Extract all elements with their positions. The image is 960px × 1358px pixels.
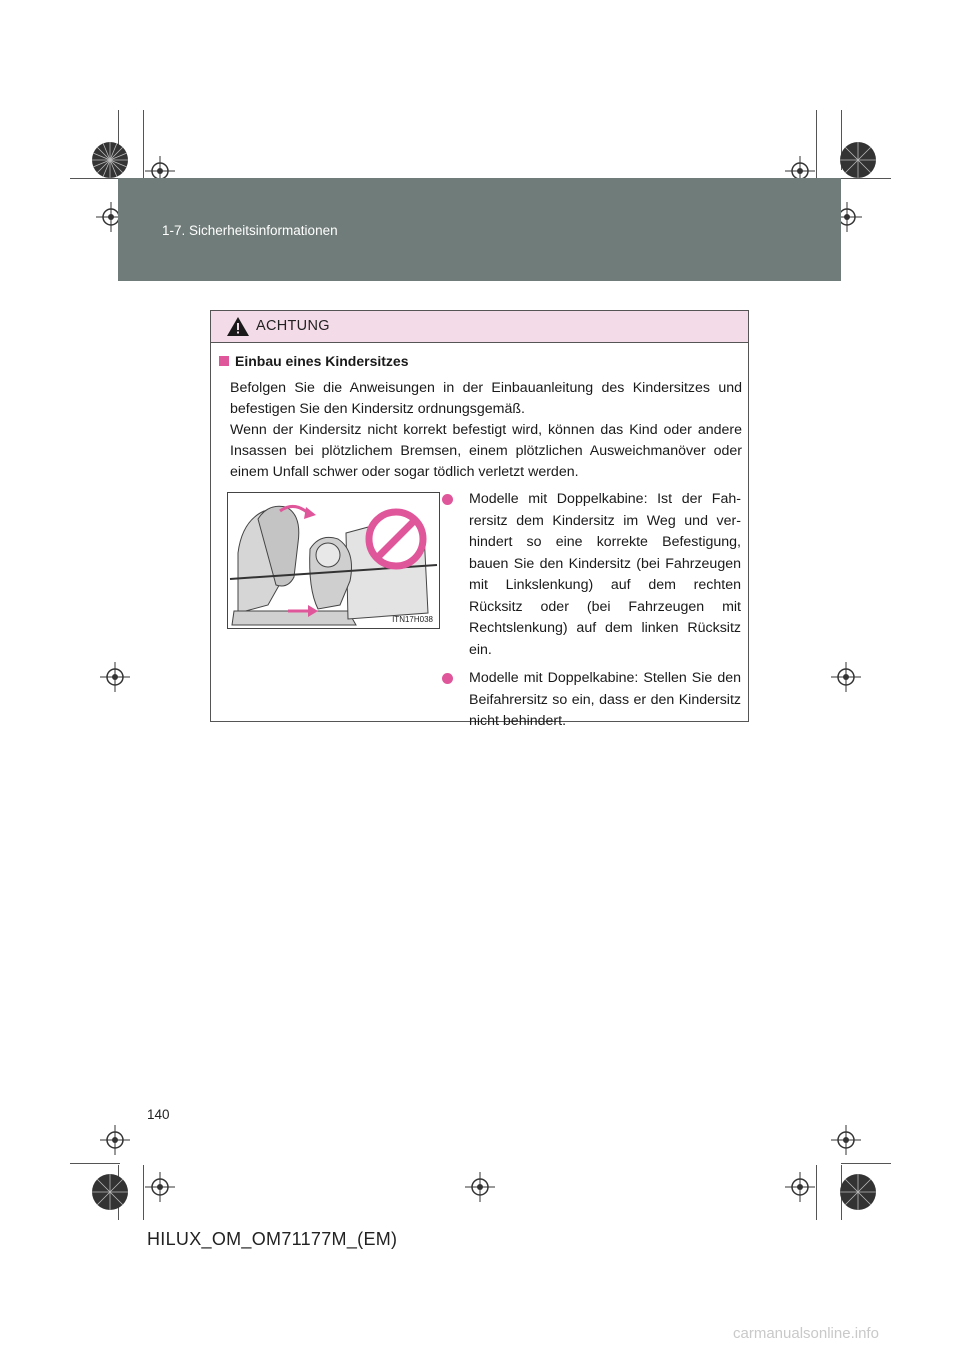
file-stamp: HILUX_OM_OM71177M_(EM).book Page 140 Wednesday, May 16, 2012 1:28 PM bbox=[180, 166, 583, 177]
list-item-text: Modelle mit Doppelkabine: Stellen Sie den Beifahrersitz so ein, dass er den Kindersitz nicht behindert. bbox=[469, 670, 741, 729]
illustration-code: ITN17H038 bbox=[392, 615, 433, 624]
registration-target-icon bbox=[90, 140, 130, 180]
bullet-list bbox=[440, 489, 741, 740]
caution-header bbox=[211, 311, 748, 343]
paragraph: Befolgen Sie die Anweisungen in der Einbauanleitung des Kindersitzes und befestigen Sie den Kindersitz ordnungsgemäß. bbox=[230, 380, 742, 417]
crop-mark bbox=[70, 1163, 120, 1164]
child-seat-illustration bbox=[227, 492, 440, 629]
list-item bbox=[440, 668, 741, 733]
caution-box bbox=[210, 310, 749, 729]
crop-mark bbox=[841, 1163, 891, 1164]
seat-obstruction-drawing-icon bbox=[228, 493, 439, 628]
list-item-text: Modelle mit Doppelkabine: Ist der Fahrersitz dem Kindersitz im Weg und verhindert so eine korrekte Befestigung, bauen Sie den Kindersitz (bei Fahrzeugen mit Linkslenkung) auf dem rechten Rücksitz oder (bei Fahrzeugen mit Rechtslenkung) auf dem linken Rücksitz ein. bbox=[469, 491, 741, 658]
crop-mark bbox=[143, 110, 144, 180]
registration-target-icon bbox=[838, 140, 878, 180]
item-heading bbox=[219, 353, 409, 369]
crosshair-icon bbox=[831, 1125, 861, 1155]
registration-target-icon bbox=[838, 1172, 878, 1212]
crosshair-icon bbox=[465, 1172, 495, 1202]
caution-label: ACHTUNG bbox=[256, 318, 330, 334]
watermark: carmanualsonline.info bbox=[733, 1325, 879, 1342]
square-bullet-icon bbox=[219, 356, 229, 366]
paragraph: Wenn der Kindersitz nicht korrekt befestigt wird, können das Kind oder andere Insassen bei plötzlichem Bremsen, einem plötzlichen Ausweichmanöver oder einem Unfall schwer oder sogar tödlich verletzt werden. bbox=[230, 422, 742, 480]
crop-mark bbox=[816, 1165, 817, 1220]
section-title: 1-7. Sicherheitsinformationen bbox=[162, 223, 338, 238]
crosshair-icon bbox=[145, 1172, 175, 1202]
warning-triangle-icon bbox=[227, 317, 249, 336]
crop-mark bbox=[143, 1165, 144, 1220]
registration-target-icon bbox=[90, 1172, 130, 1212]
caution-paragraphs bbox=[230, 378, 742, 483]
list-item bbox=[440, 489, 741, 661]
crop-mark bbox=[816, 110, 817, 180]
page-number: 140 bbox=[147, 1107, 170, 1122]
crosshair-icon bbox=[831, 662, 861, 692]
bullet-dot-icon bbox=[442, 494, 453, 505]
document-code: HILUX_OM_OM71177M_(EM) bbox=[147, 1229, 398, 1249]
crosshair-icon bbox=[100, 662, 130, 692]
bullet-dot-icon bbox=[442, 673, 453, 684]
crosshair-icon bbox=[785, 1172, 815, 1202]
item-heading-text: Einbau eines Kindersitzes bbox=[235, 353, 409, 369]
crosshair-icon bbox=[100, 1125, 130, 1155]
